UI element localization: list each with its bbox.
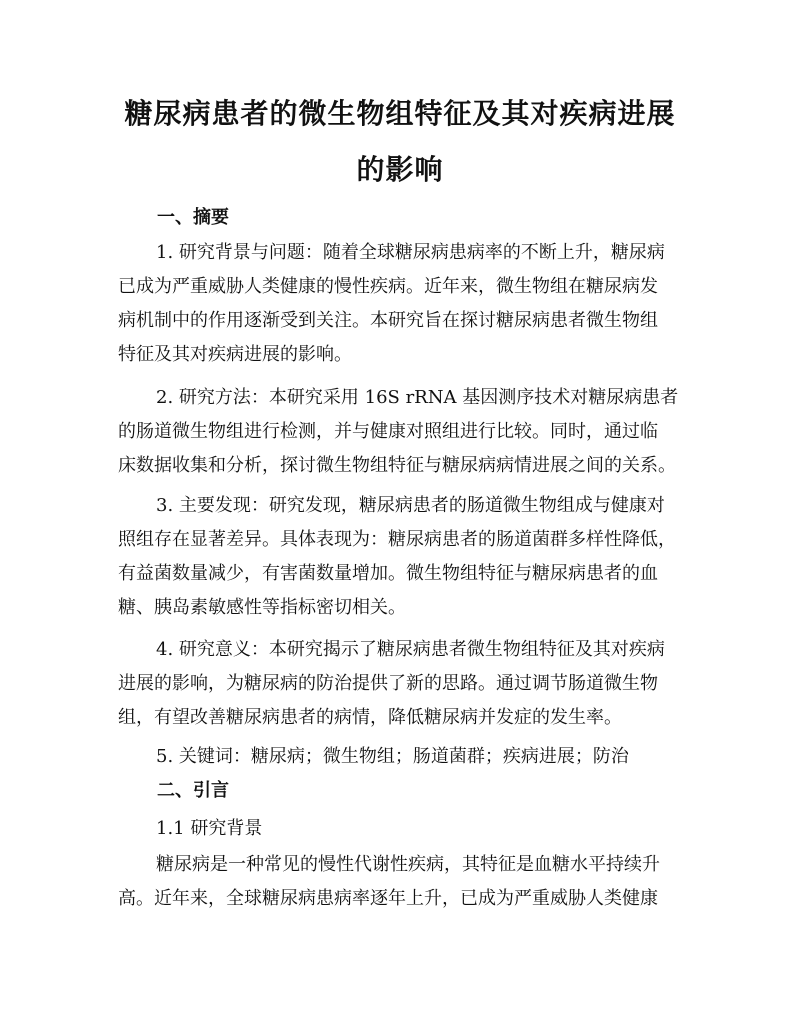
abstract-paragraph-background (118, 236, 682, 372)
paragraph-line: 有益菌数量减少，有害菌数量增加。微生物组特征与糖尿病患者的血 (118, 563, 658, 584)
paragraph-line: 糖、胰岛素敏感性等指标密切相关。 (118, 597, 406, 618)
paragraph-line: 病机制中的作用逐渐受到关注。本研究旨在探讨糖尿病患者微生物组 (118, 310, 658, 331)
paragraph-line: 3. 主要发现：研究发现，糖尿病患者的肠道微生物组成与健康对 (156, 495, 665, 516)
paragraph-line: 照组存在显著差异。具体表现为：糖尿病患者的肠道菌群多样性降低， (118, 529, 676, 550)
intro-paragraph-1 (118, 848, 682, 916)
abstract-paragraph-keywords (118, 740, 682, 774)
abstract-paragraph-findings (118, 489, 682, 625)
paragraph-line: 已成为严重威胁人类健康的慢性疾病。近年来，微生物组在糖尿病发 (118, 276, 658, 297)
section-heading-introduction: 二、引言 (157, 780, 229, 801)
paragraph-line: 糖尿病是一种常见的慢性代谢性疾病，其特征是血糖水平持续升 (156, 854, 660, 875)
paragraph-line: 4. 研究意义：本研究揭示了糖尿病患者微生物组特征及其对疾病 (156, 639, 665, 660)
abstract-paragraph-methods (118, 381, 682, 483)
paragraph-line: 进展的影响，为糖尿病的防治提供了新的思路。通过调节肠道微生物 (118, 673, 658, 694)
document-title-line-2: 的影响 (356, 153, 444, 186)
subsection-heading-text: 1.1 研究背景 (156, 818, 263, 839)
paragraph-line: 床数据收集和分析，探讨微生物组特征与糖尿病病情进展之间的关系。 (118, 455, 676, 476)
paragraph-line: 组，有望改善糖尿病患者的病情，降低糖尿病并发症的发生率。 (118, 707, 622, 728)
subsection-heading-background (118, 812, 682, 846)
paragraph-line: 特征及其对疾病进展的影响。 (118, 344, 352, 365)
paragraph-line: 1. 研究背景与问题：随着全球糖尿病患病率的不断上升，糖尿病 (156, 242, 665, 263)
abstract-paragraph-significance (118, 633, 682, 735)
paragraph-line: 的肠道微生物组进行检测，并与健康对照组进行比较。同时，通过临 (118, 421, 658, 442)
paragraph-line: 5. 关键词：糖尿病；微生物组；肠道菌群；疾病进展；防治 (156, 746, 629, 767)
paragraph-line: 2. 研究方法：本研究采用 16S rRNA 基因测序技术对糖尿病患者 (156, 387, 679, 408)
section-heading-abstract: 一、摘要 (157, 207, 229, 228)
document-title-line-1: 糖尿病患者的微生物组特征及其对疾病进展 (124, 97, 676, 130)
paragraph-line: 高。近年来，全球糖尿病患病率逐年上升，已成为严重威胁人类健康 (118, 888, 658, 909)
